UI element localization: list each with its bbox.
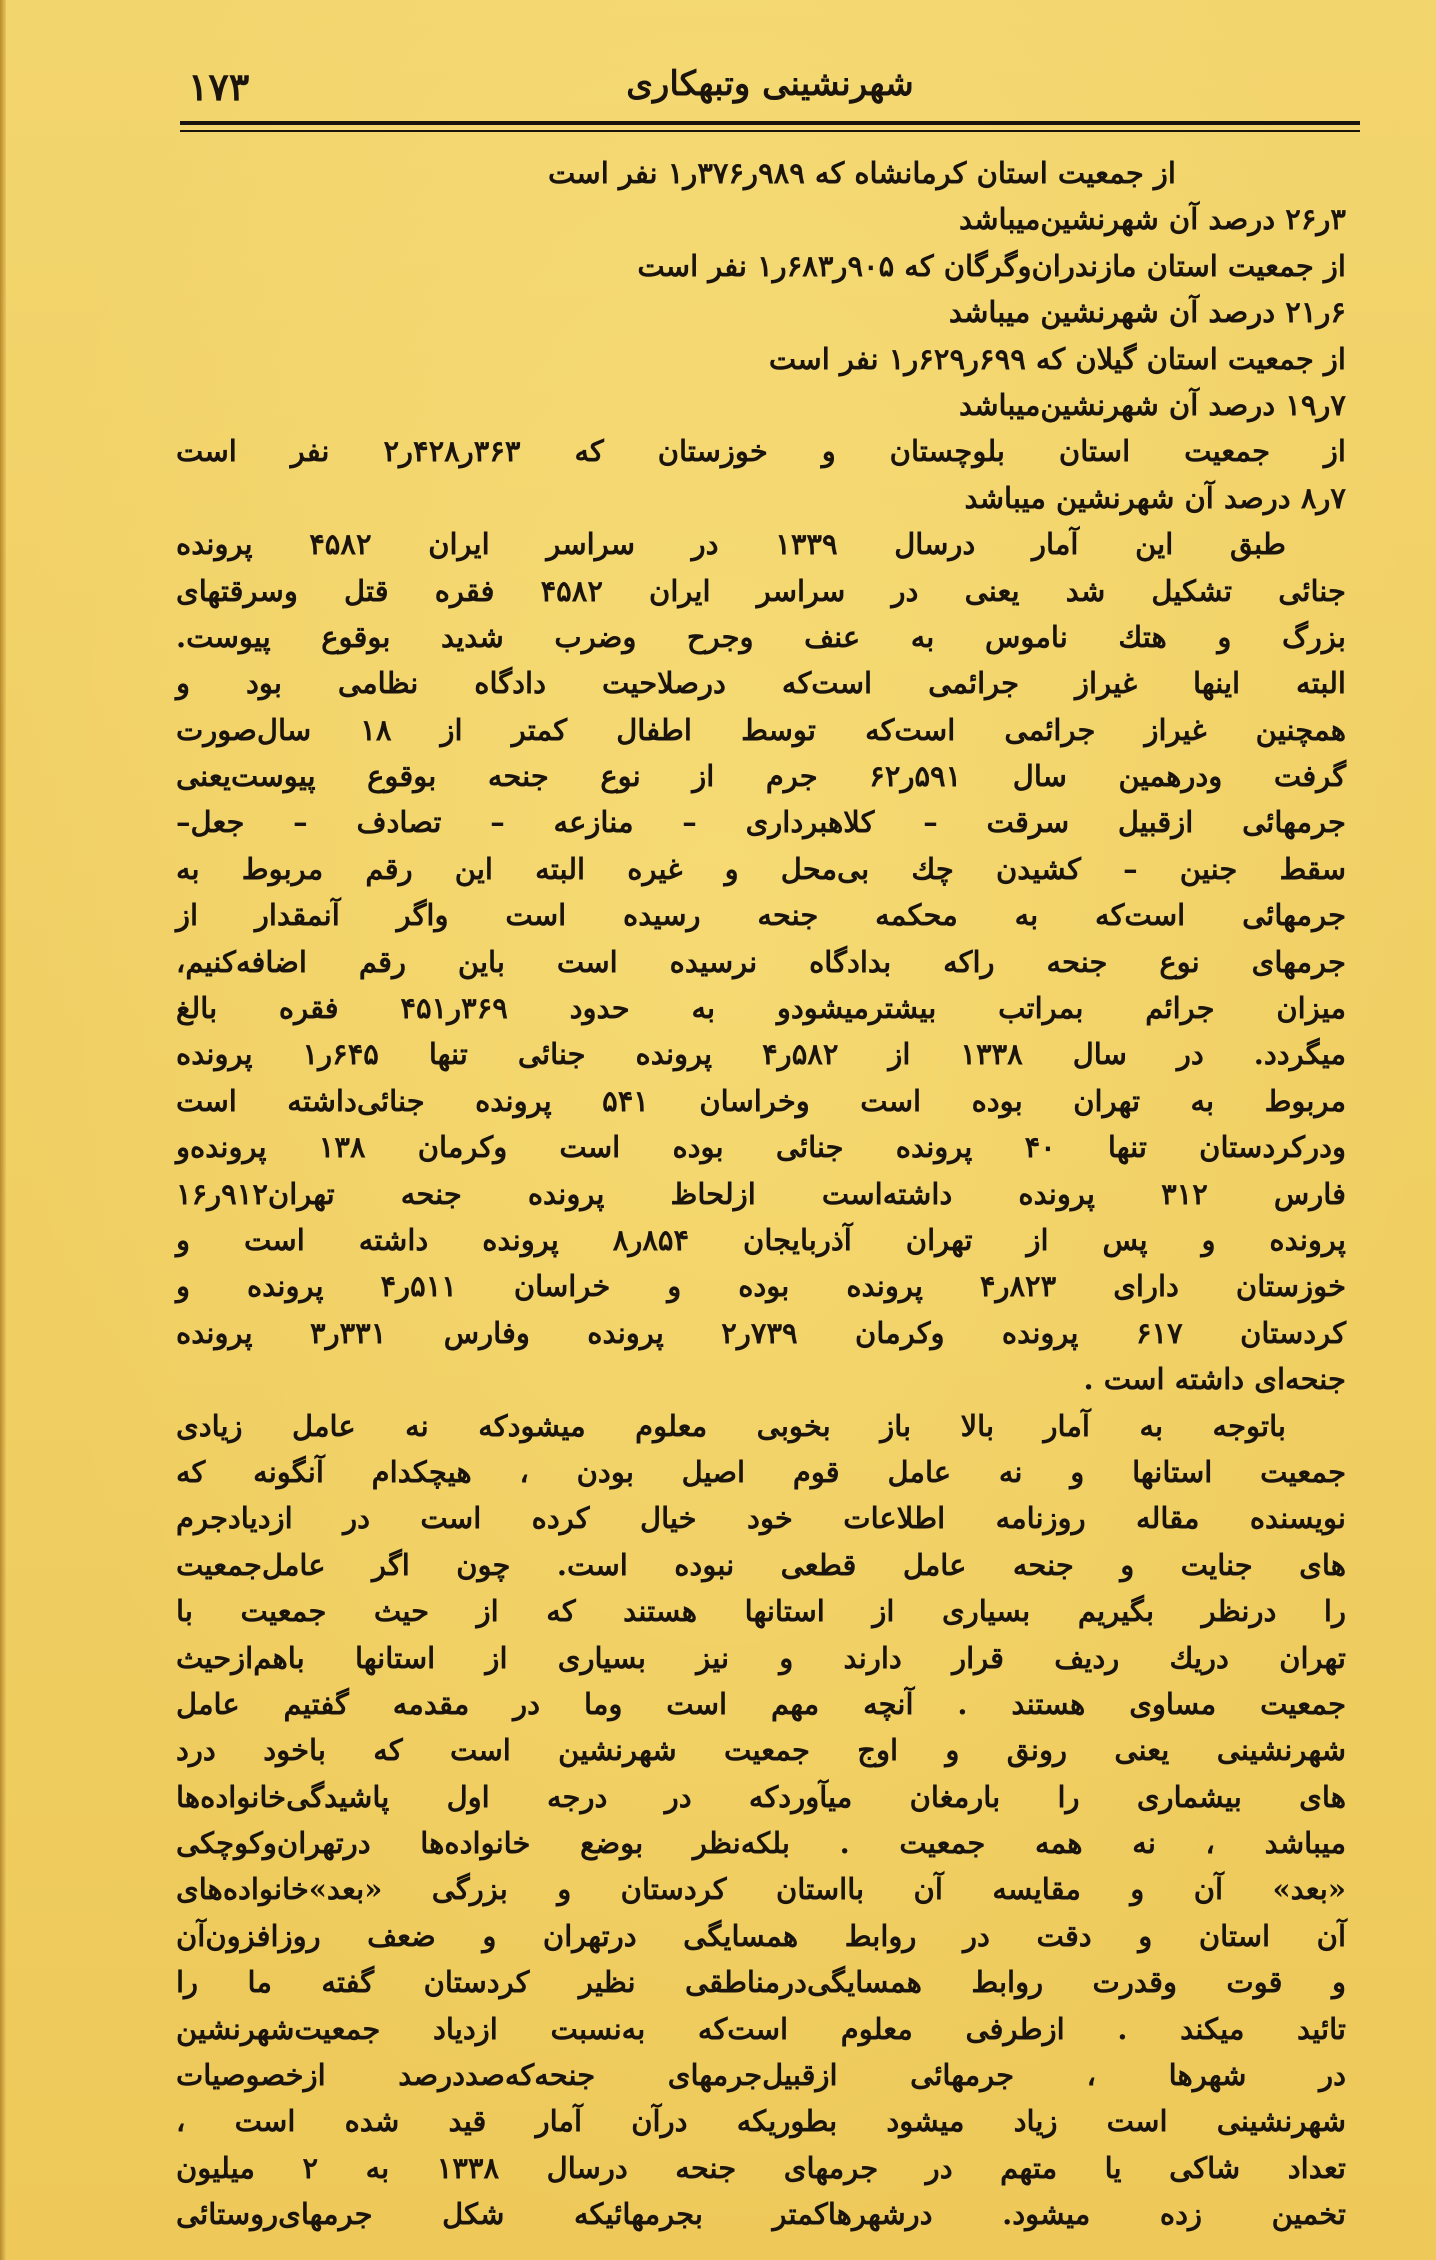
text-line: میباشد ، نه همه جمعیت . بلکه‌نظر بوضع خانواده‌ها درتهران‌وکوچکی (176, 1826, 1346, 1861)
text-line: بزرگ و هتك ناموس به عنف وجرح وضرب شدید بوقوع پیوست. (176, 619, 1346, 654)
text-line: از جمعیت استان گیلان که ۶۹۹ر۶۲۹ر۱ نفر است (768, 341, 1346, 376)
text-line: همچنین غیراز جرائمی است‌که توسط اطفال کمتر از ۱۸ سال‌صورت (176, 712, 1347, 747)
running-title: شهرنشینی وتبهکاری (626, 64, 914, 104)
text-line: در شهرها ، جرمهائی ازقبیل‌جرمهای جنحه‌که‌صددرصد ازخصوصیات (176, 2058, 1346, 2093)
text-line: های بیشماری را بارمغان میآوردکه در درجه اول پاشیدگی‌خانواده‌ها (176, 1779, 1346, 1814)
text-line: سقط جنین – کشیدن چك بی‌محل و غیره البته این رقم مربوط به (176, 851, 1346, 886)
text-line: نویسنده مقاله روزنامه اطلاعات خود خیال کرده است در ازدیادجرم (176, 1501, 1346, 1536)
text-line: ۶ر۲۱ درصد آن شهرنشین میباشد (948, 295, 1346, 330)
text-line: های جنایت و جنحه عامل قطعی نبوده است. چون اگر عامل‌جمعیت (176, 1547, 1346, 1582)
text-line: جمعیت مساوی هستند . آنچه مهم است وما در مقدمه گفتیم عامل (176, 1686, 1346, 1721)
text-line: از جمعیت استان بلوچستان و خوزستان که ۳۶۳ر۴۲۸ر۲ نفر است (176, 434, 1346, 469)
text-line: ۳ر۲۶ درصد آن شهرنشین‌میباشد (959, 202, 1346, 237)
text-line: گرفت ودرهمین سال ۵۹۱ر۶۲ جرم از نوع جنحه بوقوع پیوست‌یعنی (176, 759, 1346, 794)
body-text (176, 150, 1346, 2238)
text-line: تخمین زده میشود. درشهرهاکمتر بجرمهائیکه شکل جرمهای‌روستائی (176, 2197, 1346, 2232)
page-edge (0, 0, 6, 2260)
text-line: مربوط به تهران بوده است وخراسان ۵۴۱ پرونده جنائی‌داشته است (176, 1083, 1346, 1118)
text-line: خوزستان دارای ۸۲۳ر۴ پرونده بوده و خراسان ۵۱۱ر۴ پرونده و (176, 1269, 1346, 1304)
text-line: و قوت وقدرت روابط همسایگی‌درمناطقی نظیر کردستان گفته ما را (176, 1965, 1346, 2000)
text-line: جرمهای نوع جنحه راکه بدادگاه نرسیده است باین رقم اضافه‌کنیم، (176, 944, 1346, 979)
text-line: میگردد. در سال ۱۳۳۸ از ۵۸۲ر۴ پرونده جنائی تنها ۶۴۵ر۱ پرونده (176, 1037, 1346, 1072)
header-rule (180, 121, 1360, 125)
text-line: جنائی تشکیل شد یعنی در سراسر ایران ۴۵۸۲ فقره قتل وسرقتهای (176, 573, 1346, 608)
text-line: ودرکردستان تنها ۴۰ پرونده جنائی بوده است وکرمان ۱۳۸ پرونده‌و (176, 1130, 1346, 1165)
text-line: آن استان و دقت در روابط همسایگی درتهران و ضعف روزافزون‌آن (176, 1918, 1346, 1953)
text-line: جمعیت استانها و نه عامل قوم اصیل بودن ، هیچکدام آنگونه که (176, 1454, 1346, 1489)
text-line: باتوجه به آمار بالا باز بخوبی معلوم میشودکه نه عامل زیادی (176, 1408, 1286, 1443)
text-line: از جمعیت استان کرمانشاه که ۹۸۹ر۳۷۶ر۱ نفر است (547, 156, 1176, 190)
text-line: شهرنشینی یعنی رونق و اوج جمعیت شهرنشین است که باخود درد (176, 1733, 1346, 1768)
text-line: ۷ر۱۹ درصد آن شهرنشین‌میباشد (959, 387, 1346, 422)
text-line: جرمهائی ازقبیل سرقت – کلاهبرداری – منازعه – تصادف – جعل– (176, 805, 1346, 840)
text-line: پرونده و پس از تهران آذربایجان ۸۵۴ر۸ پرونده داشته است و (176, 1222, 1347, 1257)
header-rule-thin (180, 130, 1360, 132)
text-line: را درنظر بگیریم بسیاری از استانها هستند که از حیث جمعیت با (176, 1594, 1346, 1629)
text-line: از جمعیت استان مازندران‌وگرگان که ۹۰۵ر۶۸۳ر۱ نفر است (637, 248, 1346, 283)
text-line: «بعد» آن و مقایسه آن بااستان کردستان و بزرگی «بعد»خانواده‌های (176, 1872, 1346, 1907)
text-line: البته اینها غیراز جرائمی است‌که درصلاحیت دادگاه نظامی بود و (176, 666, 1346, 701)
text-line: شهرنشینی است زیاد میشود بطوریکه درآن آمار قید شده است ، (176, 2104, 1346, 2139)
text-line: جرمهائی است‌که به محکمه جنحه رسیده است واگر آنمقدار از (176, 898, 1346, 933)
page-number: ١٧٣ (188, 64, 250, 109)
text-line: طبق این آمار درسال ۱۳۳۹ در سراسر ایران ۴۵۸۲ پرونده (176, 527, 1286, 562)
text-line: فارس ۳۱۲ پرونده داشته‌است ازلحاظ پرونده جنحه تهران۹۱۲ر۱۶ (176, 1176, 1347, 1211)
text-line: میزان جرائم بمراتب بیشترمیشودو به حدود ۳۶۹ر۴۵۱ فقره بالغ (176, 991, 1346, 1026)
page-header (180, 58, 1360, 118)
text-line: تعداد شاکی یا متهم در جرمهای جنحه درسال ۱۳۳۸ به ۲ میلیون (176, 2150, 1347, 2185)
text-line: جنحه‌ای داشته است . (1083, 1362, 1346, 1397)
text-line: ۷ر۸ درصد آن شهرنشین میباشد (964, 480, 1346, 515)
text-line: تائید میکند . ازطرفی معلوم است‌که به‌نسبت ازدیاد جمعیت‌شهرنشین (176, 2011, 1346, 2046)
text-line: کردستان ۶۱۷ پرونده وکرمان ۷۳۹ر۲ پرونده وفارس ۳۳۱ر۳ پرونده (176, 1315, 1346, 1350)
text-line: تهران دریك ردیف قرار دارند و نیز بسیاری از استانها باهم‌ازحیث (176, 1640, 1346, 1675)
